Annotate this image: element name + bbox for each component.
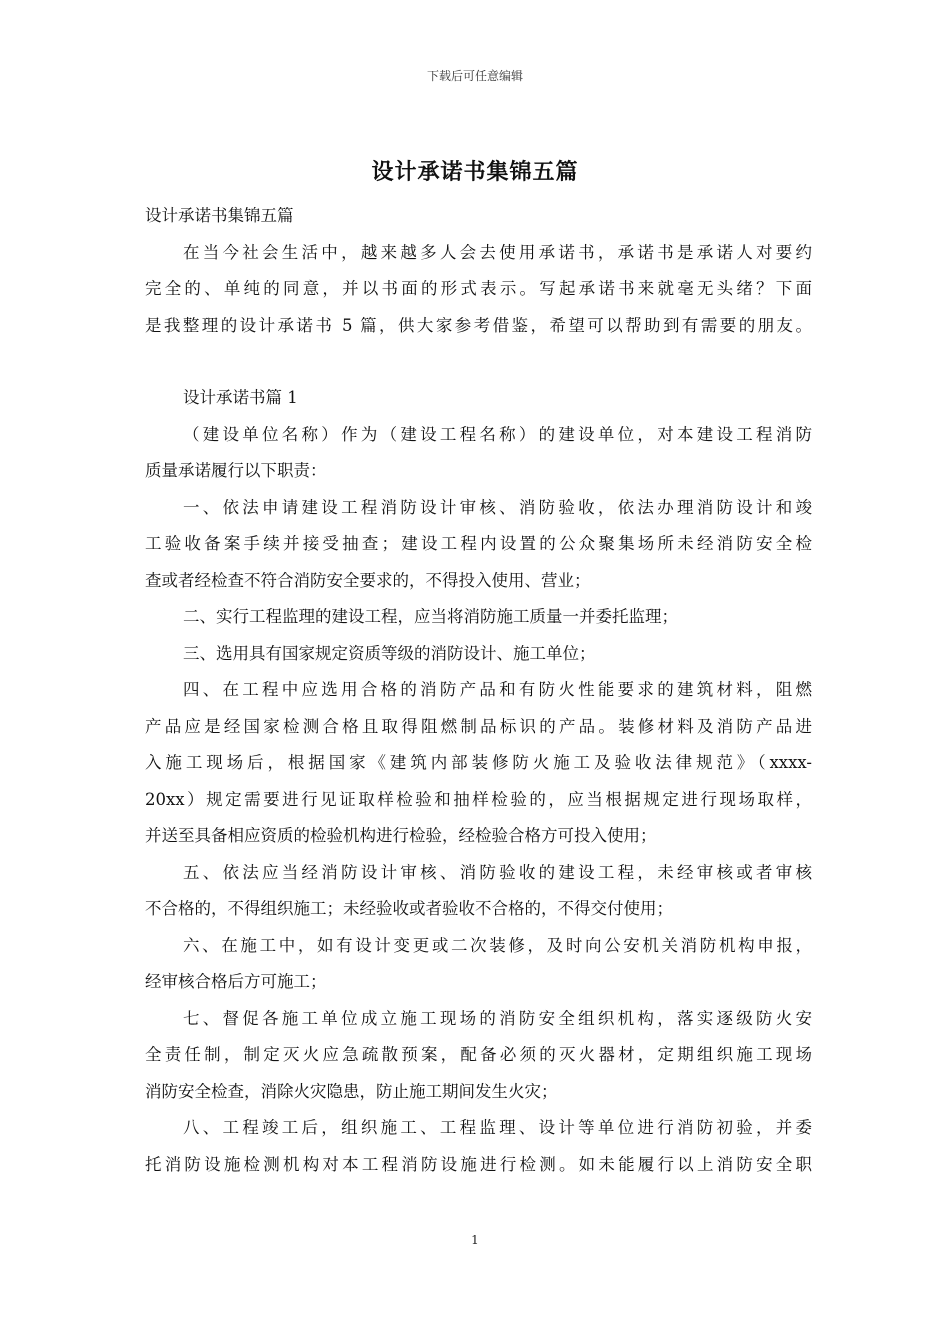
intro-line: 是我整理的设计承诺书 5 篇，供大家参考借鉴，希望可以帮助到有需要的朋友。 (145, 315, 812, 335)
paragraph-line: 入施工现场后，根据国家《建筑内部装修防火施工及验收法律规范》（xxxx- (145, 753, 812, 772)
document-subtitle: 设计承诺书集锦五篇 (145, 206, 294, 225)
paragraph-line: 不合格的，不得组织施工；未经验收或者验收不合格的，不得交付使用； (145, 899, 673, 918)
paragraph-line: 四、在工程中应选用合格的消防产品和有防火性能要求的建筑材料，阻燃 (183, 680, 812, 699)
paragraph-line: 查或者经检查不符合消防安全要求的，不得投入使用、营业； (145, 570, 591, 590)
paragraph-line: 五、依法应当经消防设计审核、消防验收的建设工程，未经审核或者审核 (183, 862, 812, 882)
paragraph-line: 一、依法申请建设工程消防设计审核、消防验收，依法办理消防设计和竣 (183, 497, 812, 517)
page-number: 1 (471, 1233, 479, 1247)
paragraph-line: 全责任制，制定灭火应急疏散预案，配备必须的灭火器材，定期组织施工现场 (145, 1045, 812, 1064)
paragraph-line: 三、选用具有国家规定资质等级的消防设计、施工单位； (183, 643, 596, 663)
document-body (145, 198, 812, 1183)
paragraph-line: 质量承诺履行以下职责： (145, 461, 327, 480)
intro-line: 在当今社会生活中，越来越多人会去使用承诺书，承诺书是承诺人对要约 (183, 242, 812, 262)
page-header-note: 下载后可任意编辑 (426, 69, 523, 83)
paragraph-line: 消防安全检查，消除火灾隐患，防止施工期间发生火灾； (145, 1081, 558, 1101)
paragraph-line: 八、工程竣工后，组织施工、工程监理、设计等单位进行消防初验，并委 (183, 1118, 812, 1137)
intro-line: 完全的、单纯的同意，并以书面的形式表示。写起承诺书来就毫无头绪？下面 (145, 279, 812, 298)
paragraph-line: 产品应是经国家检测合格且取得阻燃制品标识的产品。装修材料及消防产品进 (145, 716, 812, 736)
section-heading: 设计承诺书篇 1 (183, 388, 298, 407)
paragraph-line: 二、实行工程监理的建设工程，应当将消防施工质量一并委托监理； (183, 607, 678, 626)
paragraph-line: 经审核合格后方可施工； (145, 972, 327, 991)
paragraph-line: 六、在施工中，如有设计变更或二次装修，及时向公安机关消防机构申报， (183, 935, 812, 955)
paragraph-line: 托消防设施检测机构对本工程消防设施进行检测。如未能履行以上消防安全职 (145, 1154, 812, 1174)
paragraph-line: 工验收备案手续并接受抽查；建设工程内设置的公众聚集场所未经消防安全检 (145, 534, 812, 553)
blank-line (145, 344, 812, 380)
paragraph-line: 并送至具备相应资质的检验机构进行检验，经检验合格方可投入使用； (145, 826, 657, 845)
paragraph-line: 七、督促各施工单位成立施工现场的消防安全组织机构，落实逐级防火安 (183, 1008, 812, 1028)
document-title: 设计承诺书集锦五篇 (371, 159, 579, 185)
paragraph-line: 20xx）规定需要进行见证取样检验和抽样检验的，应当根据规定进行现场取样， (145, 789, 812, 809)
paragraph-line: （建设单位名称）作为（建设工程名称）的建设单位，对本建设工程消防 (183, 424, 812, 444)
